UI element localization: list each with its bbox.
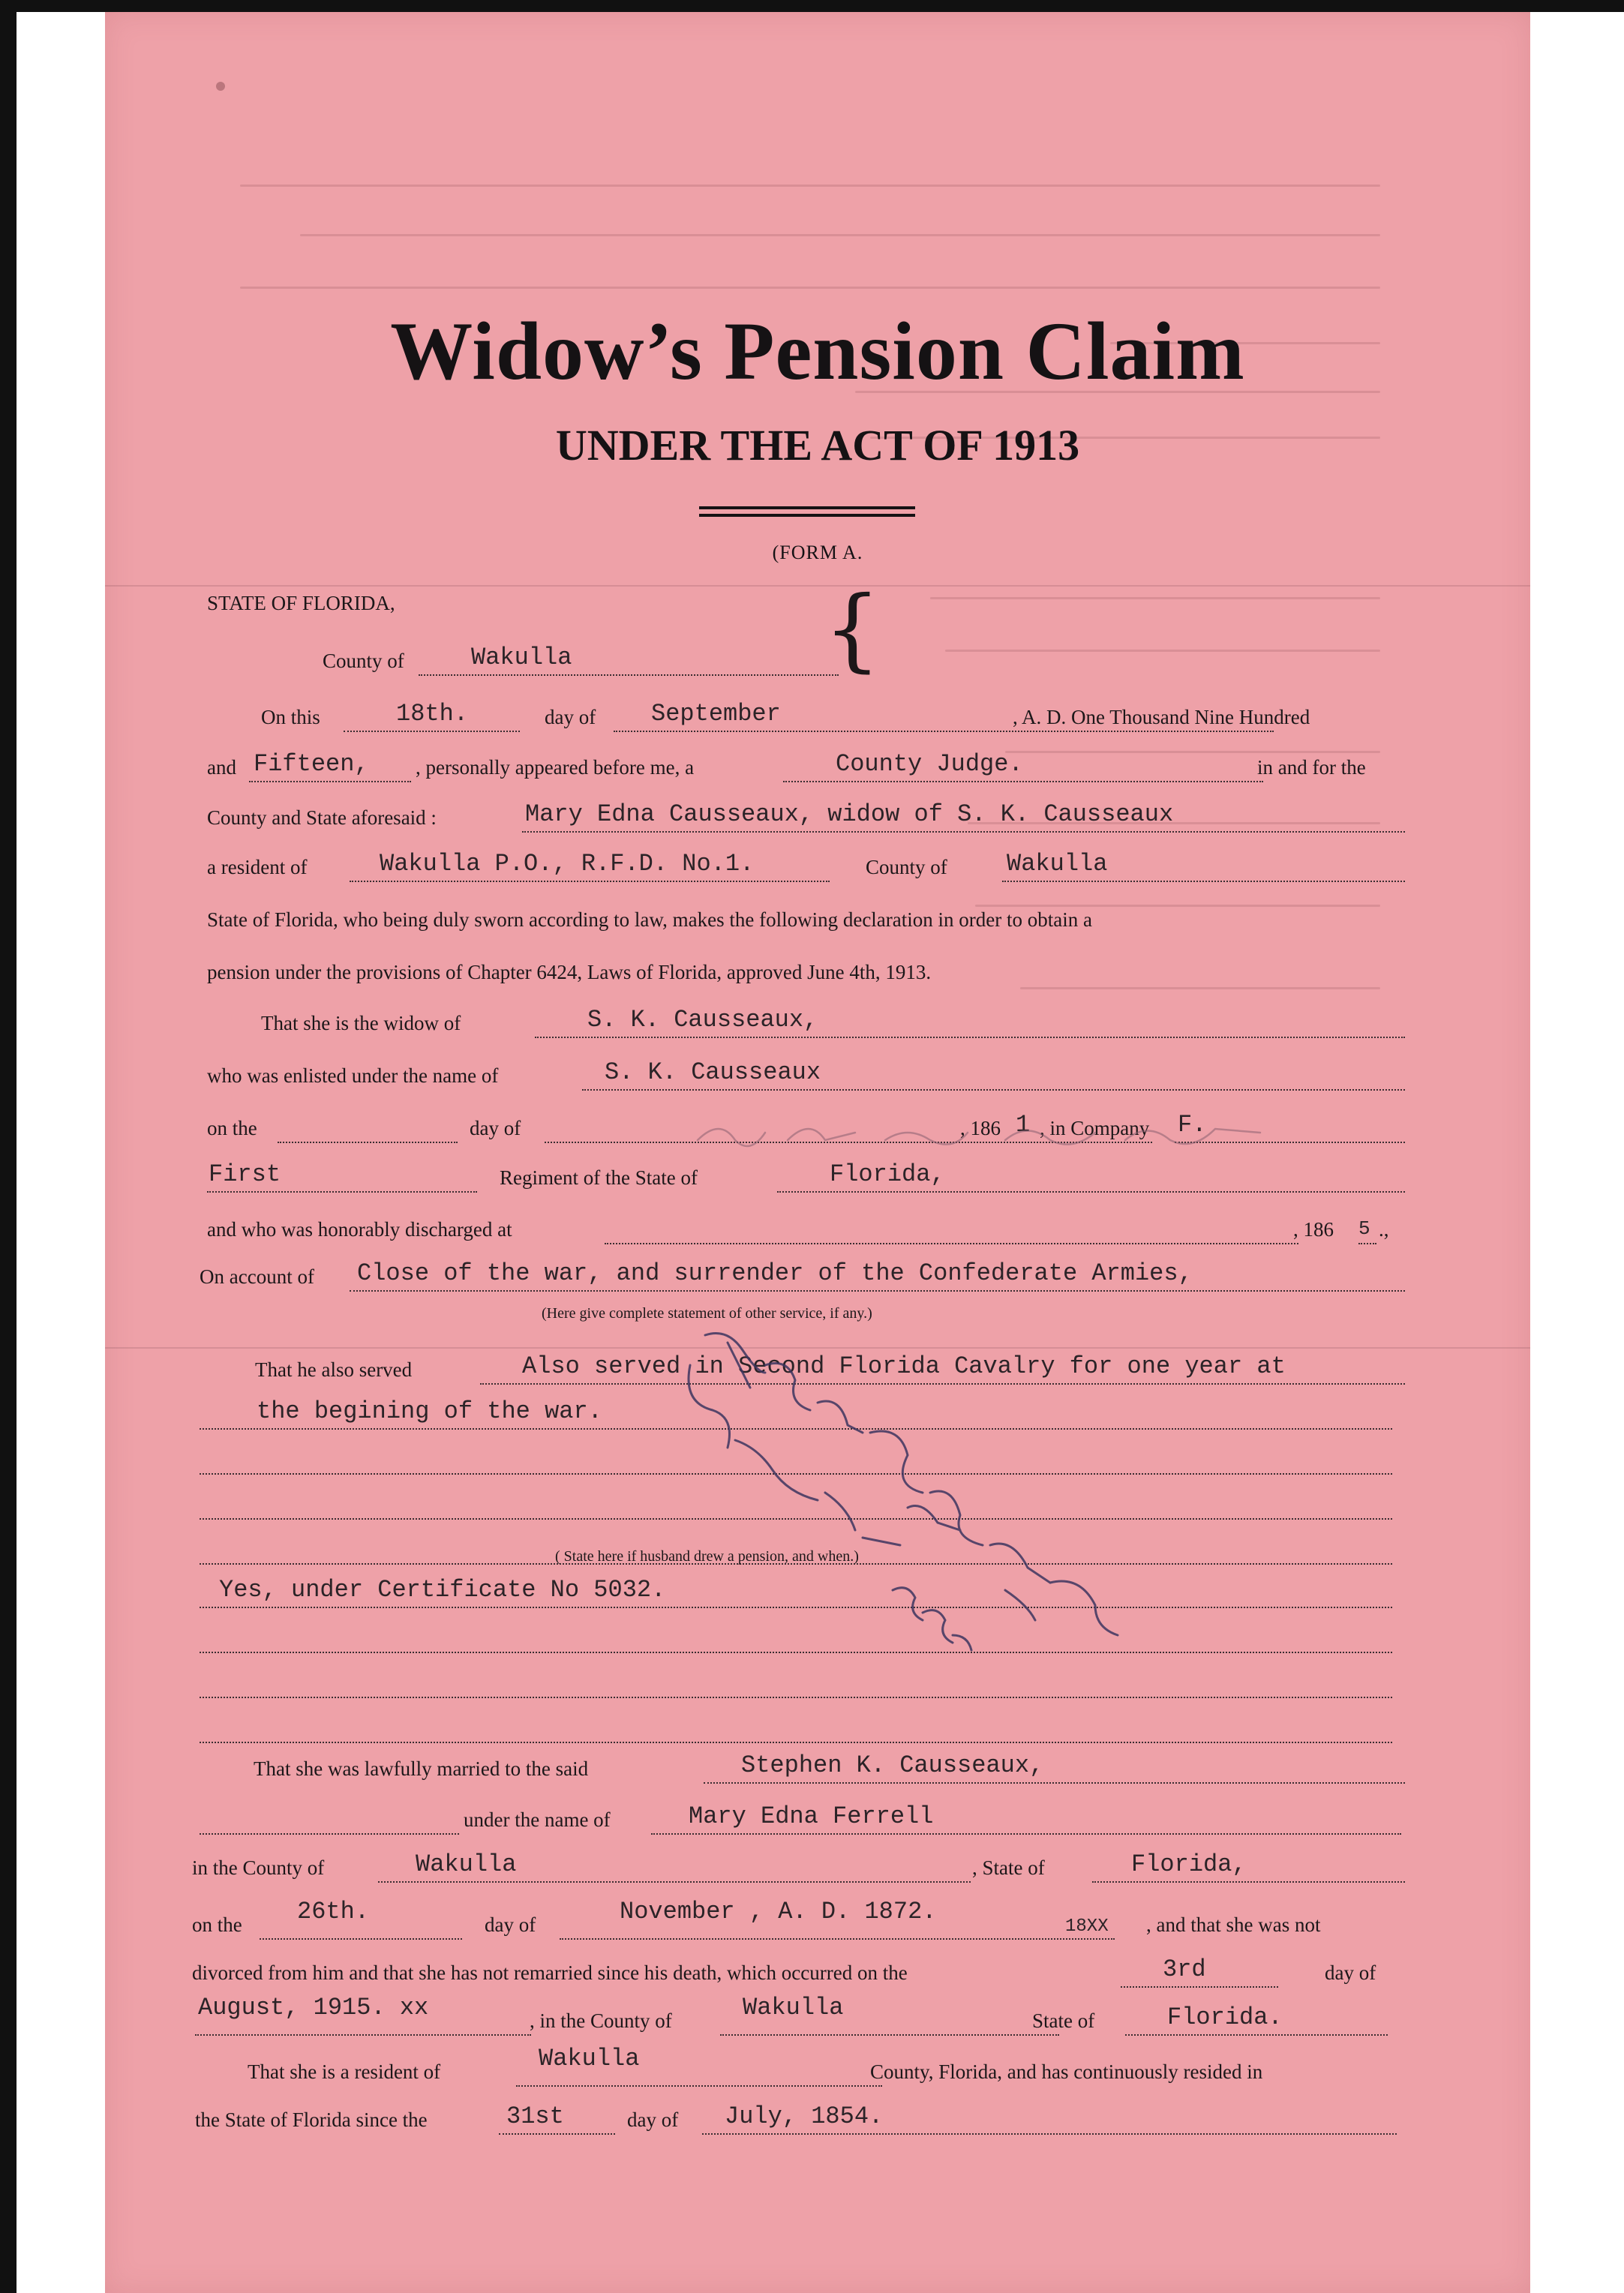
husband-value: S. K. Causseaux,: [587, 1006, 818, 1034]
also-served-value-2: the begining of the war.: [257, 1397, 602, 1425]
account-field[interactable]: [350, 1257, 1405, 1292]
discharge-year-value: 5: [1358, 1217, 1370, 1240]
company-value: F.: [1178, 1111, 1207, 1139]
marriage-county-field[interactable]: [378, 1848, 971, 1883]
death-day-field[interactable]: [1121, 1953, 1278, 1988]
account-value: Close of the war, and surrender of the Confederate Armies,: [357, 1259, 1193, 1287]
marriage-date-line: [192, 1898, 1405, 1943]
enlistment-year-field[interactable]: [1016, 1109, 1038, 1143]
label-in-company: , in Company: [1040, 1117, 1150, 1139]
label-resident-of-2: That she is a resident of: [248, 2060, 441, 2083]
maiden-prefix-field[interactable]: [200, 1800, 459, 1835]
also-served-field-2[interactable]: [200, 1395, 1392, 1430]
label-discharge-186: , 186: [1293, 1218, 1334, 1241]
marriage-state-value: Florida,: [1131, 1850, 1247, 1878]
title-divider: [699, 506, 915, 509]
year-field[interactable]: [249, 748, 411, 782]
marriage-place-line: [192, 1848, 1405, 1886]
blank-pension-line: [200, 1619, 1405, 1656]
maiden-name-field[interactable]: [651, 1800, 1401, 1835]
blank-service-line: [200, 1485, 1405, 1523]
label-state-of-2: State of: [1032, 2009, 1095, 2032]
venue-brace-glyph: {: [824, 578, 881, 682]
title-divider: [699, 514, 915, 517]
month-value: September: [651, 700, 781, 728]
current-county-value: Wakulla: [539, 2045, 640, 2072]
pension-law-line: [207, 953, 1405, 990]
maiden-name-value: Mary Edna Ferrell: [689, 1802, 934, 1830]
label-on-this: On this: [261, 706, 320, 728]
marriage-state-field[interactable]: [1092, 1848, 1405, 1883]
also-served-line-2: [200, 1395, 1405, 1433]
account-line: [200, 1257, 1405, 1295]
label-not-divorced: , and that she was not: [1146, 1913, 1321, 1936]
maiden-name-line: [200, 1800, 1405, 1838]
label-on-the: on the: [207, 1117, 257, 1139]
scan-top-border: [0, 0, 1624, 12]
paper-fold-line: [105, 1347, 1530, 1349]
label-regiment-of-state: Regiment of the State of: [500, 1166, 698, 1189]
label-in-and-for: in and for the: [1257, 756, 1366, 779]
day-field[interactable]: [344, 698, 520, 732]
label-discharge-end: .,: [1379, 1218, 1389, 1241]
marriage-county-value: Wakulla: [416, 1850, 517, 1878]
divorced-line: [192, 1953, 1405, 1991]
scan-left-border: [0, 0, 17, 2293]
current-residence-line: [248, 2045, 1405, 2090]
county-label: County of: [323, 650, 404, 672]
married-to-value: Stephen K. Causseaux,: [741, 1751, 1044, 1779]
residence-value: Wakulla P.O., R.F.D. No.1.: [380, 850, 755, 878]
state-label: STATE OF FLORIDA,: [207, 592, 395, 614]
discharge-place-field[interactable]: [605, 1210, 1298, 1244]
death-county-value: Wakulla: [743, 1994, 844, 2021]
pension-field[interactable]: [200, 1574, 1392, 1608]
pension-law-text: pension under the provisions of Chapter 6424, Laws of Florida, approved June 4th, 1913.: [207, 961, 932, 983]
enlisted-name-value: S. K. Causseaux: [605, 1058, 821, 1086]
residence-field[interactable]: [350, 848, 830, 882]
also-served-field-1[interactable]: [480, 1350, 1405, 1385]
sworn-line: [207, 900, 1405, 938]
discharge-line: [207, 1210, 1405, 1247]
label-widow-of: That she is the widow of: [261, 1012, 461, 1034]
married-to-line: [254, 1749, 1405, 1787]
label-on-the-2: on the: [192, 1913, 242, 1936]
label-also-served: That he also served: [255, 1358, 413, 1381]
since-date-field[interactable]: [702, 2100, 1397, 2135]
label-state-of: , State of: [972, 1856, 1045, 1879]
death-date-line: [195, 1994, 1405, 2039]
enlistment-date-line: [207, 1109, 1405, 1146]
form-number-label: (FORM A.: [772, 542, 863, 563]
widow-of-line: [261, 1004, 1405, 1041]
service-note: (Here give complete statement of other service, if any.): [542, 1305, 872, 1322]
also-served-line: [255, 1350, 1405, 1388]
label-married-to: That she was lawfully married to the said: [254, 1757, 589, 1780]
regiment-line: [207, 1158, 1405, 1196]
death-state-field[interactable]: [1125, 2001, 1388, 2036]
since-line: [195, 2100, 1405, 2138]
label-on-account-of: On account of: [200, 1265, 314, 1288]
marriage-xxx-value: 18XX: [1065, 1916, 1109, 1937]
county-value: Wakulla: [471, 644, 572, 671]
claimant-field[interactable]: [522, 798, 1405, 833]
year-value: Fifteen,: [254, 750, 369, 778]
residence-county-field[interactable]: [1002, 848, 1405, 882]
resided-text: County, Florida, and has continuously resided in: [870, 2060, 1263, 2083]
death-state-value: Florida.: [1167, 2003, 1283, 2031]
pension-line: [200, 1574, 1405, 1611]
married-to-field[interactable]: [704, 1749, 1405, 1784]
death-date-value: August, 1915. xx: [198, 1994, 429, 2021]
discharge-year-field[interactable]: [1358, 1210, 1376, 1244]
since-day-value: 31st: [506, 2102, 564, 2130]
blank-service-field-1[interactable]: [200, 1440, 1392, 1475]
blank-pension-line: [200, 1664, 1405, 1701]
blank-pension-line: [200, 1709, 1405, 1746]
label-in-the-county-of: in the County of: [192, 1856, 325, 1879]
official-field[interactable]: [783, 748, 1263, 782]
since-date-value: July, 1854.: [725, 2102, 884, 2130]
label-county-state-aforesaid: County and State aforesaid :: [207, 806, 437, 829]
marriage-date-field[interactable]: [560, 1898, 1115, 1940]
since-text: the State of Florida since the: [195, 2108, 428, 2131]
appearance-line: [207, 748, 1405, 785]
divorced-text: divorced from him and that she has not remarried since his death, which occurred on the: [192, 1961, 908, 1984]
label-under-name-of: under the name of: [464, 1808, 611, 1831]
enlisted-name-field[interactable]: [582, 1056, 1405, 1091]
pension-note: ( State here if husband drew a pension, and when.): [555, 1548, 859, 1565]
residence-line: [207, 848, 1405, 885]
death-county-field[interactable]: [720, 1994, 1059, 2036]
venue-state-line: [207, 584, 582, 621]
marriage-xxx-field[interactable]: [1065, 1907, 1125, 1940]
since-day-field[interactable]: [499, 2100, 615, 2135]
company-field[interactable]: [1175, 1109, 1405, 1143]
blank-service-field-2[interactable]: [200, 1485, 1392, 1520]
marriage-day-field[interactable]: [260, 1898, 462, 1940]
enlistment-day-field[interactable]: [278, 1109, 458, 1143]
venue-county-line: [323, 641, 848, 679]
label-ad: , A. D. One Thousand Nine Hundred: [1013, 706, 1310, 728]
date-line: [261, 698, 1405, 735]
current-county-field[interactable]: [516, 2045, 882, 2087]
claimant-value: Mary Edna Causseaux, widow of S. K. Causseaux: [525, 800, 1174, 828]
regiment-field[interactable]: [207, 1158, 477, 1193]
regiment-state-field[interactable]: [777, 1158, 1405, 1193]
blank-pension-field-3[interactable]: [200, 1709, 1392, 1743]
label-discharged-at: and who was honorably discharged at: [207, 1218, 512, 1241]
label-day-of-3: day of: [485, 1913, 536, 1936]
blank-pension-field-2[interactable]: [200, 1664, 1392, 1698]
form-subtitle: UNDER THE ACT OF 1913: [555, 421, 1080, 470]
death-date-field[interactable]: [195, 1994, 531, 2036]
label-enlisted-under: who was enlisted under the name of: [207, 1064, 499, 1087]
sworn-text: State of Florida, who being duly sworn according to law, makes the following declaration in order to obtain a: [207, 908, 1092, 931]
label-day-of-2: day of: [470, 1117, 521, 1139]
label-day-of: day of: [545, 706, 596, 728]
claimant-line: [207, 798, 1405, 836]
marriage-date-value: November , A. D. 1872.: [620, 1898, 937, 1925]
label-year-186: , 186: [960, 1117, 1001, 1139]
residence-county-value: Wakulla: [1007, 850, 1108, 878]
pension-value: Yes, under Certificate No 5032.: [219, 1576, 666, 1604]
blank-service-line: [200, 1440, 1405, 1478]
blank-pension-field-1[interactable]: [200, 1619, 1392, 1653]
label-appeared: , personally appeared before me, a: [416, 756, 695, 779]
label-county-of: County of: [866, 856, 947, 878]
regiment-value: First: [209, 1160, 281, 1188]
form-title: Widow’s Pension Claim: [390, 305, 1245, 397]
label-and: and: [207, 756, 236, 779]
death-day-value: 3rd: [1163, 1955, 1206, 1983]
label-day-of-4: day of: [1325, 1961, 1376, 1984]
also-served-value-1: Also served in Second Florida Cavalry for one year at: [522, 1352, 1286, 1380]
husband-field[interactable]: [535, 1004, 1405, 1038]
county-field[interactable]: [419, 641, 839, 676]
marriage-day-value: 26th.: [297, 1898, 370, 1925]
label-in-the-county-of-2: , in the County of: [530, 2009, 672, 2032]
label-day-of-5: day of: [627, 2108, 679, 2131]
day-value: 18th.: [396, 700, 469, 728]
regiment-state-value: Florida,: [830, 1160, 945, 1188]
enlistment-year-value: 1: [1016, 1111, 1031, 1139]
paper-punch-mark-icon: [214, 80, 227, 93]
enlisted-line: [207, 1056, 1405, 1094]
label-resident-of: a resident of: [207, 856, 308, 878]
official-value: County Judge.: [836, 750, 1023, 778]
